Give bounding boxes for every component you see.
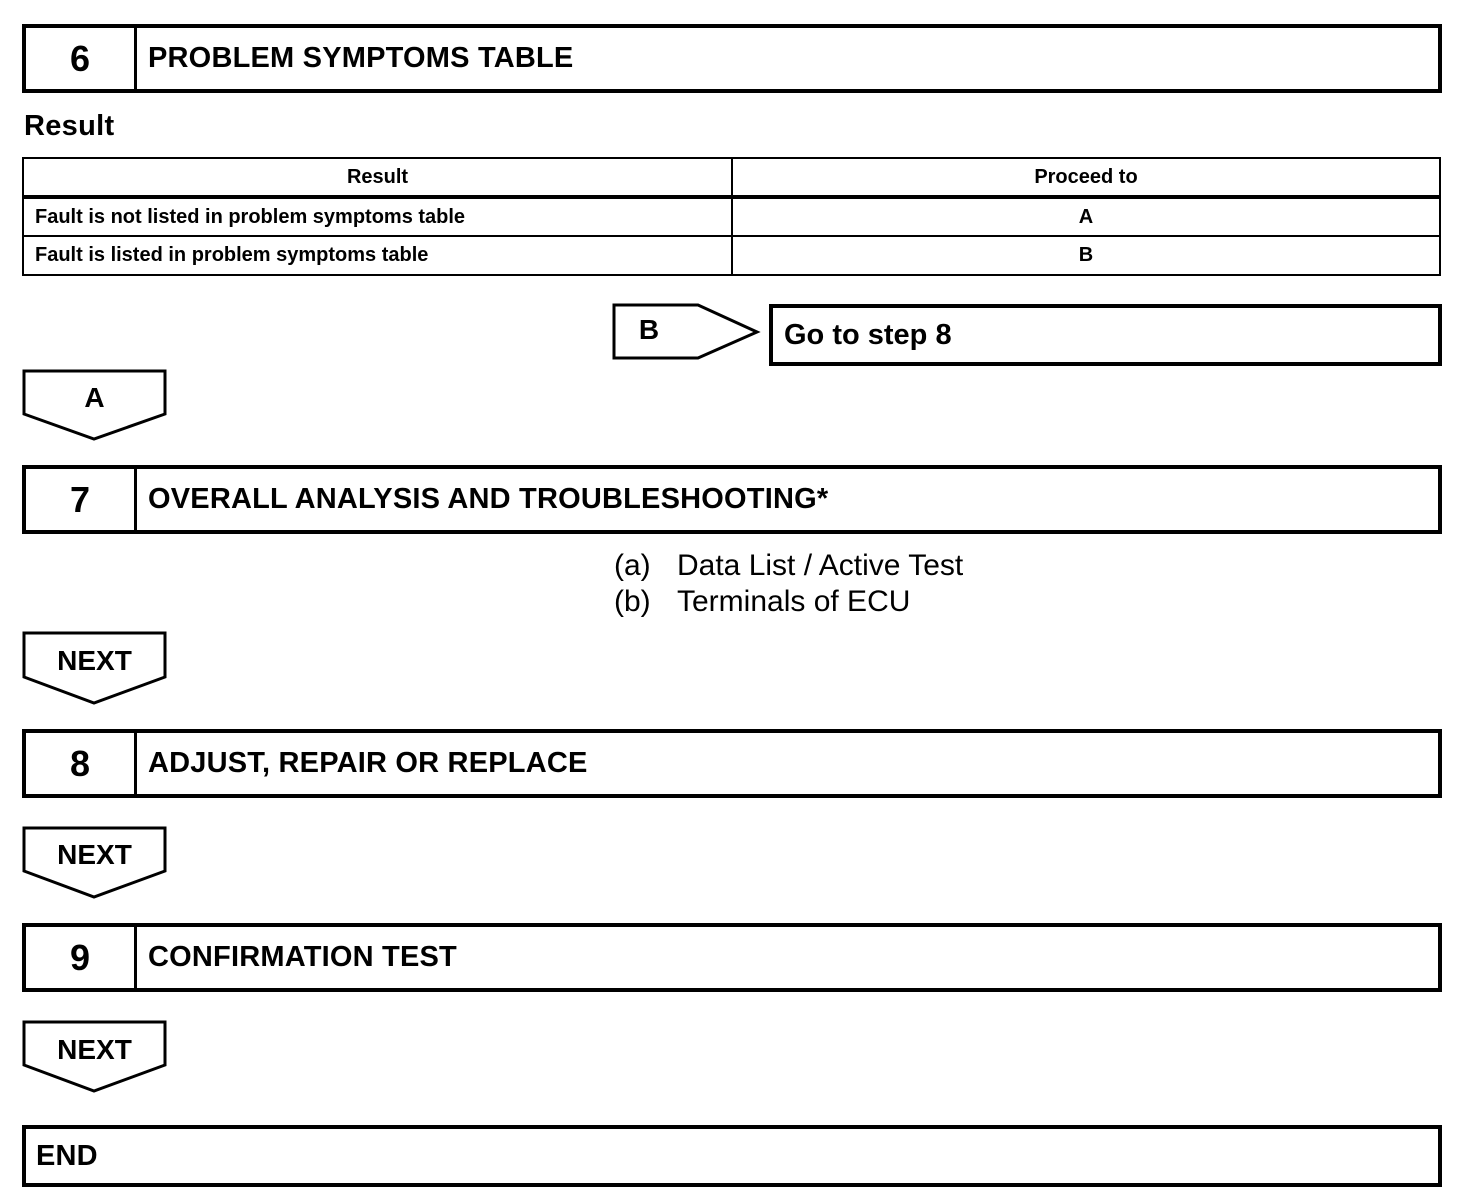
proceed-cell: B — [732, 236, 1440, 275]
goto-step-8-box: Go to step 8 — [769, 304, 1442, 366]
next-label-3: NEXT — [57, 1034, 132, 1065]
branch-b-label: B — [638, 314, 660, 345]
step-7-number: 7 — [26, 469, 137, 530]
list-text: Terminals of ECU — [677, 585, 911, 618]
next-label-2: NEXT — [57, 839, 132, 870]
result-cell: Fault is not listed in problem symptoms table — [23, 197, 732, 236]
list-marker: (a) — [614, 549, 651, 582]
result-table-header-result: Result — [23, 158, 732, 197]
step-9-title: CONFIRMATION TEST — [148, 941, 457, 973]
step-9-box — [22, 923, 1442, 992]
step-9-number: 9 — [26, 927, 137, 988]
step-7-sub-list — [614, 548, 963, 620]
step-7-box — [22, 465, 1442, 534]
step-6-number: 6 — [26, 28, 137, 89]
next-label-1: NEXT — [57, 645, 132, 676]
step-8-number: 8 — [26, 733, 137, 794]
end-label: END — [36, 1139, 98, 1172]
step-7-title: OVERALL ANALYSIS AND TROUBLESHOOTING* — [148, 483, 829, 515]
branch-a-label: A — [84, 382, 105, 413]
step-6-title: PROBLEM SYMPTOMS TABLE — [148, 42, 574, 74]
step-8-box — [22, 729, 1442, 798]
step-8-title: ADJUST, REPAIR OR REPLACE — [148, 747, 588, 779]
end-box — [22, 1125, 1442, 1187]
result-table-header-proceed: Proceed to — [732, 158, 1440, 197]
result-heading: Result — [24, 110, 115, 142]
list-item — [614, 548, 963, 584]
list-text: Data List / Active Test — [677, 549, 964, 582]
result-cell: Fault is listed in problem symptoms table — [23, 236, 732, 275]
proceed-cell: A — [732, 197, 1440, 236]
list-item — [614, 584, 963, 620]
list-marker: (b) — [614, 585, 651, 618]
